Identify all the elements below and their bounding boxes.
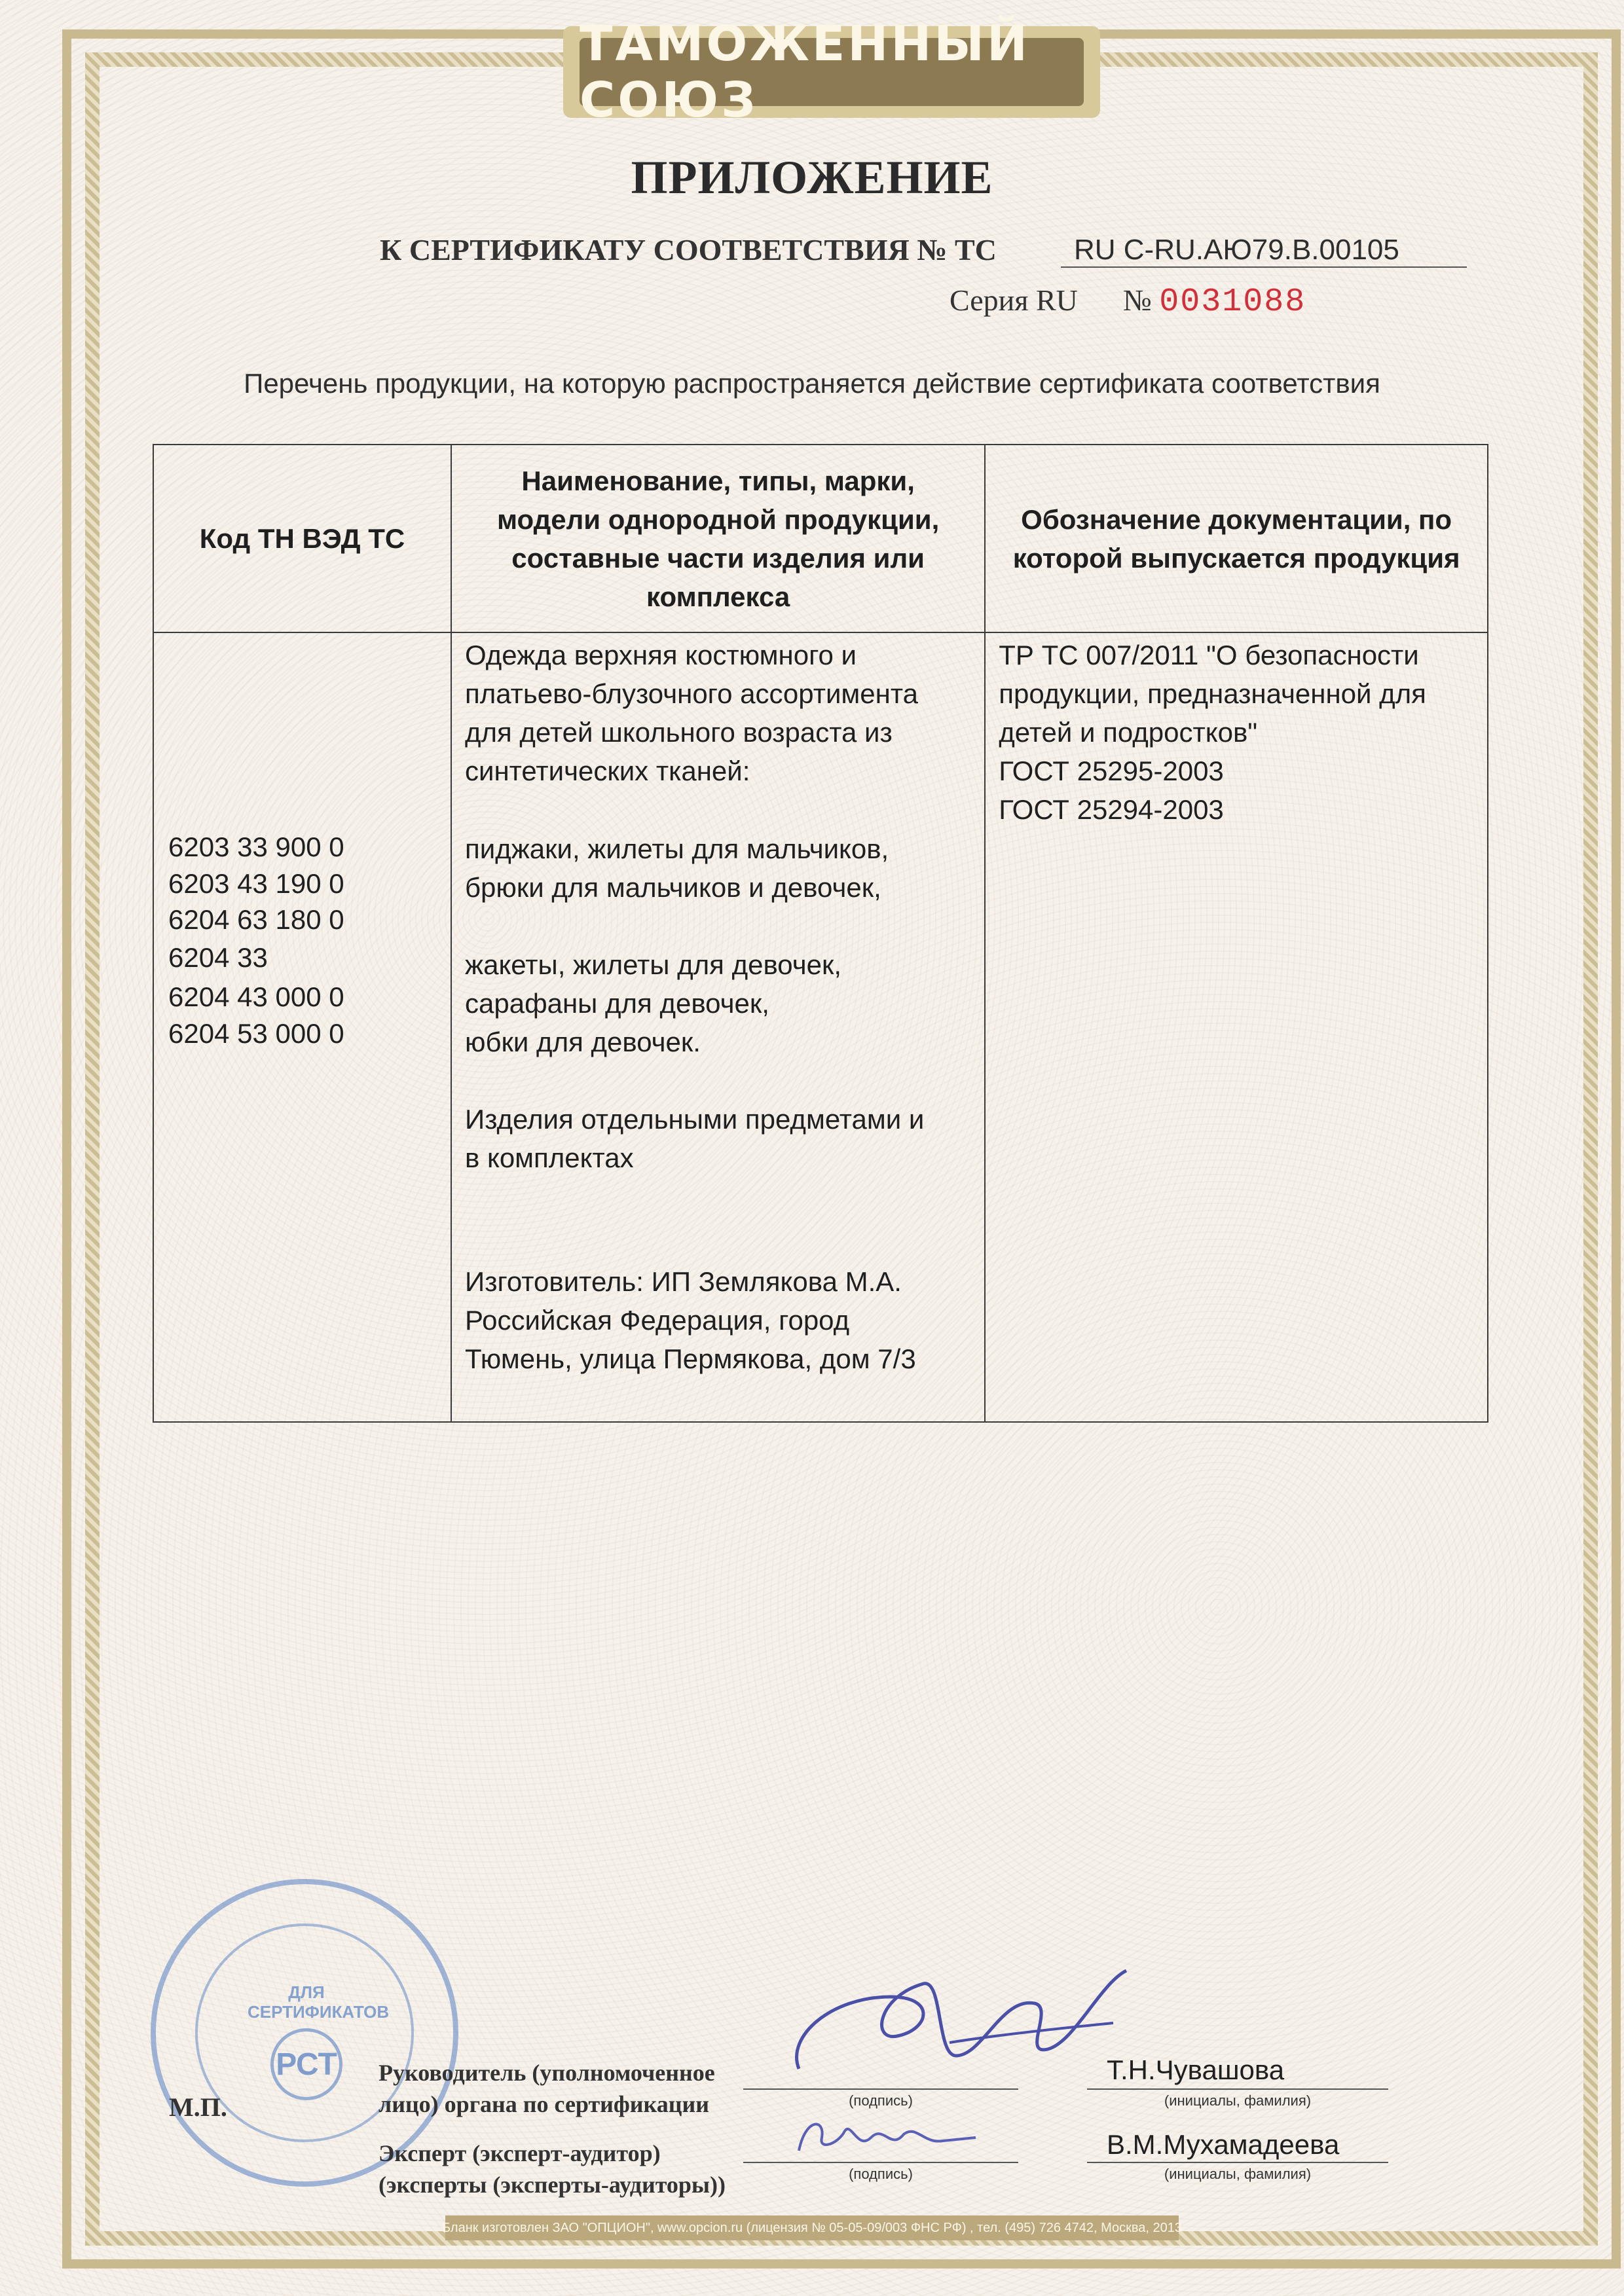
doc-line: ГОСТ 25294-2003 — [999, 794, 1224, 825]
hs-code: 6204 53 000 0 — [168, 1018, 344, 1049]
rst-logo-icon: РСТ — [270, 2028, 342, 2100]
number-sign: № — [1122, 283, 1152, 317]
description-line: платьево-блузочного ассортимента — [465, 678, 918, 709]
doc-line: детей и подростков" — [999, 717, 1258, 748]
hs-code: 6203 43 190 0 — [168, 868, 344, 899]
description-line: синтетических тканей: — [465, 756, 750, 786]
products-table — [153, 444, 1488, 1423]
description-line: Одежда верхняя костюмного и — [465, 640, 857, 670]
header-hs-code: Код ТН ВЭД ТС — [153, 445, 451, 632]
manufacturer-line: Российская Федерация, город — [465, 1305, 850, 1336]
expert-signature-caption: (подпись) — [849, 2166, 913, 2182]
manufacturer-line: Изготовитель: ИП Землякова М.А. — [465, 1266, 902, 1297]
expert-name-caption: (инициалы, фамилия) — [1164, 2166, 1312, 2182]
series-row — [950, 283, 1408, 329]
table-header-row — [153, 445, 1488, 632]
doc-line: ГОСТ 25295-2003 — [999, 756, 1224, 786]
head-name: Т.Н.Чувашова — [1107, 2054, 1285, 2085]
header-product-name: Наименование, типы, марки, модели однородной продукции, составные части изделия или комплекса — [451, 445, 985, 632]
customs-union-banner — [563, 16, 1100, 128]
product-item: пиджаки, жилеты для мальчиков, — [465, 833, 889, 864]
expert-signature-icon — [786, 2105, 982, 2164]
hs-code: 6204 33 — [168, 942, 268, 973]
product-description-cell — [451, 632, 985, 1422]
banner-text: ТАМОЖЕННЫЙ СОЮЗ — [580, 38, 1084, 106]
product-item: сарафаны для девочек, — [465, 988, 769, 1019]
header-documentation: Обозначение документации, по которой выпускается продукция — [985, 445, 1488, 632]
certificate-reference — [380, 232, 1460, 278]
certificate-label: К СЕРТИФИКАТУ СООТВЕТСТВИЯ № ТС — [380, 233, 997, 266]
form-serial-number: 0031088 — [1159, 283, 1306, 321]
head-signatory-label — [378, 2057, 715, 2120]
product-item: юбки для девочек. — [465, 1027, 701, 1057]
doc-line: продукции, предназначенной для — [999, 678, 1426, 709]
product-item: брюки для мальчиков и девочек, — [465, 872, 881, 903]
printer-footer: Бланк изготовлен ЗАО "ОПЦИОН", www.opcion.ru (лицензия № 05-05-09/003 ФНС РФ) , тел. (495) 726 4742, Москва, 2013 — [442, 2221, 1182, 2235]
certificate-number: RU C-RU.АЮ79.В.00105 — [1061, 234, 1467, 268]
note-line: Изделия отдельными предметами и — [465, 1104, 925, 1135]
series-code: RU — [1035, 283, 1078, 317]
expert-signatory-label — [378, 2138, 726, 2200]
hs-code: 6204 43 000 0 — [168, 981, 344, 1012]
doc-line: ТР ТС 007/2011 "О безопасности — [999, 640, 1419, 670]
seal-text: ДЛЯ СЕРТИФИКАТОВ — [248, 1982, 390, 2022]
head-signature-icon — [773, 1958, 1139, 2095]
head-label-line: лицо) органа по сертификации — [378, 2091, 709, 2117]
seal-place-label: М.П. — [169, 2092, 227, 2122]
head-label-line: Руководитель (уполномоченное — [378, 2060, 715, 2086]
head-signature-caption: (подпись) — [849, 2092, 913, 2109]
description-line: для детей школьного возраста из — [465, 717, 893, 748]
products-list-caption: Перечень продукции, на которую распространяется действие сертификата соответствия — [244, 368, 1380, 399]
documentation-cell — [985, 632, 1488, 1422]
expert-label-line: Эксперт (эксперт-аудитор) — [378, 2140, 661, 2166]
expert-label-line: (эксперты (эксперты-аудиторы)) — [378, 2172, 726, 2198]
series-label: Серия — [950, 283, 1029, 317]
hs-code: 6204 63 180 0 — [168, 904, 344, 935]
expert-name-line — [1087, 2162, 1388, 2163]
note-line: в комплектах — [465, 1142, 634, 1173]
hs-codes-cell — [153, 632, 451, 1422]
manufacturer-line: Тюмень, улица Пермякова, дом 7/3 — [465, 1343, 916, 1374]
page-title: ПРИЛОЖЕНИЕ — [631, 151, 993, 204]
head-name-caption: (инициалы, фамилия) — [1164, 2092, 1312, 2109]
product-item: жакеты, жилеты для девочек, — [465, 949, 841, 980]
hs-code: 6203 33 900 0 — [168, 831, 344, 862]
table-row — [153, 632, 1488, 1422]
expert-name: В.М.Мухамадеева — [1107, 2129, 1340, 2160]
